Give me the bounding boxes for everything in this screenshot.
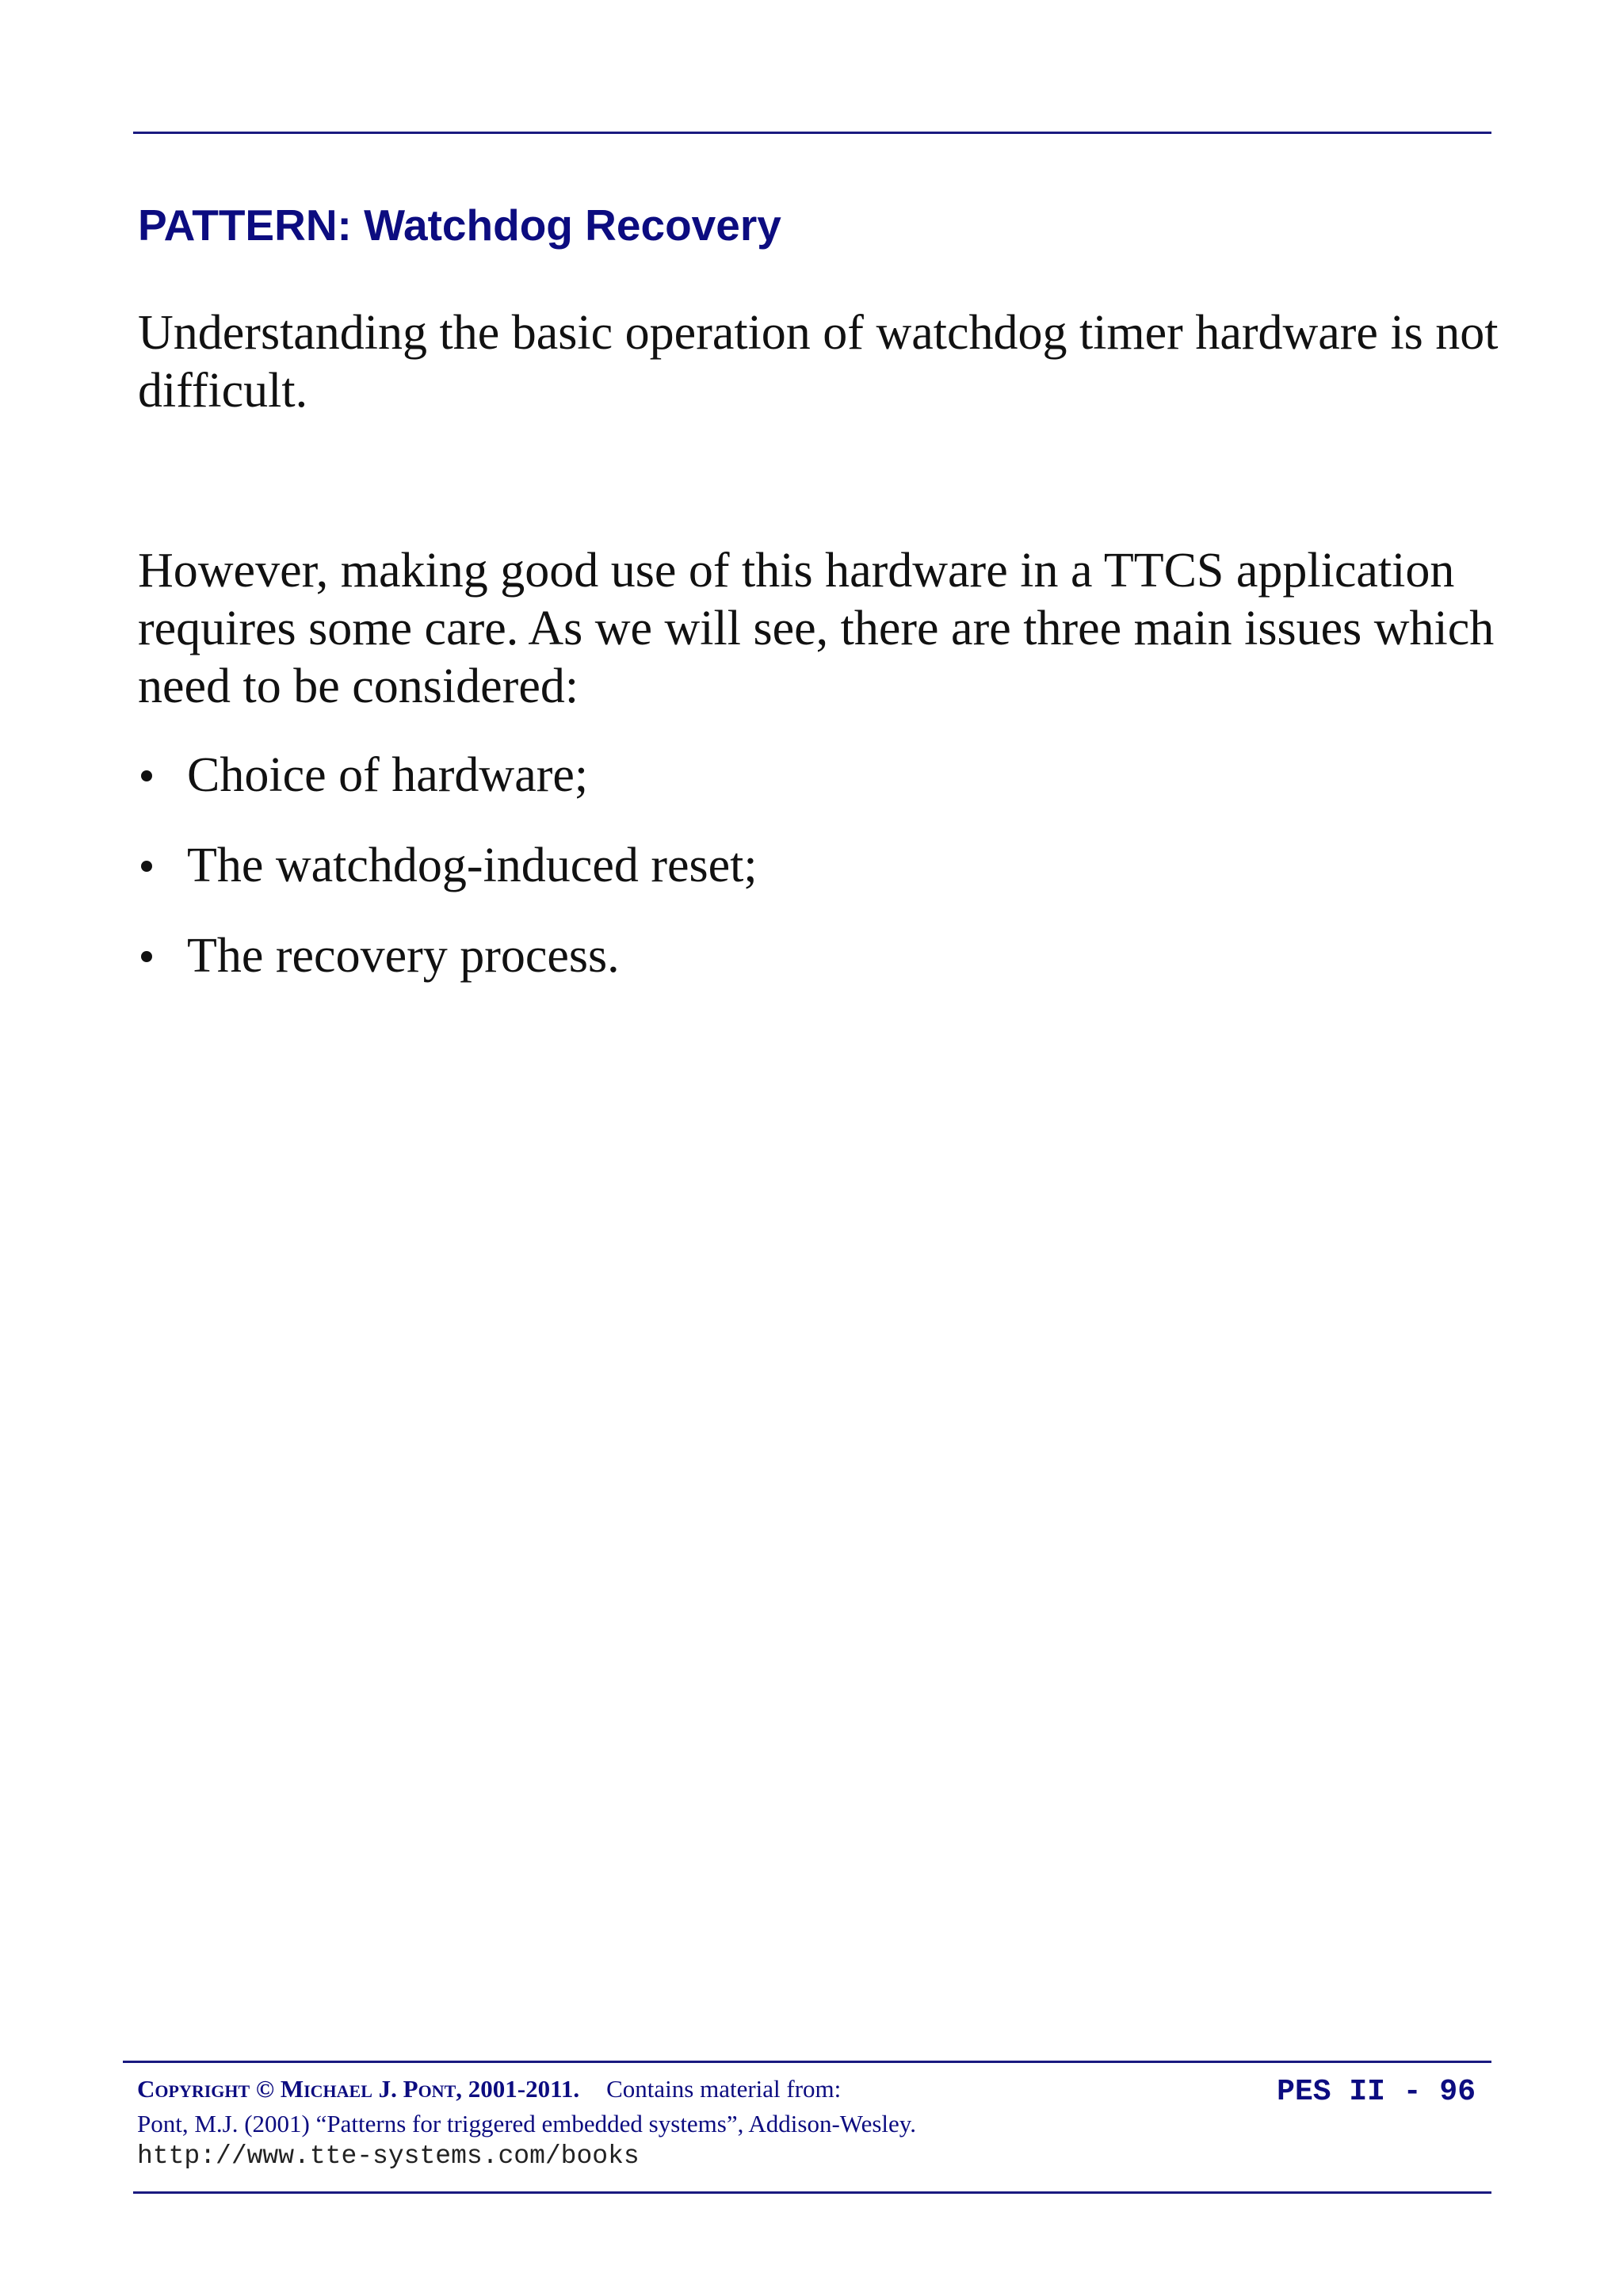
- copyright-notice: Copyright © Michael J. Pont, 2001-2011.: [137, 2075, 580, 2103]
- footer-citation: Pont, M.J. (2001) “Patterns for triggered embedded systems”, Addison-Wesley.: [137, 2110, 917, 2137]
- list-item: [138, 927, 758, 1018]
- issue-list: [138, 747, 758, 1018]
- bullet-icon: [141, 861, 152, 872]
- list-item: [138, 837, 758, 927]
- list-item-text: The watchdog-induced reset;: [187, 839, 758, 892]
- contains-material-label: Contains material from:: [606, 2075, 842, 2103]
- paragraph-issues: However, making good use of this hardware in a TTCS application requires some care. As we will see, there are three main issues which need to be considered:: [138, 544, 1495, 713]
- list-item: [138, 747, 758, 837]
- list-item-text: The recovery process.: [187, 929, 620, 983]
- footer-url: http://www.tte-systems.com/books: [137, 2141, 640, 2171]
- footer-copyright-line: [137, 2075, 841, 2103]
- page-title: PATTERN: Watchdog Recovery: [138, 201, 781, 250]
- list-item-text: Choice of hardware;: [187, 748, 589, 802]
- bullet-icon: [141, 770, 152, 781]
- paragraph-intro: Understanding the basic operation of watchdog timer hardware is not difficult.: [138, 306, 1499, 418]
- footer-bottom-rule: [133, 2191, 1491, 2194]
- footer-top-rule: [123, 2061, 1491, 2063]
- top-rule: [133, 132, 1491, 134]
- bullet-icon: [141, 951, 152, 962]
- page-number: PES II - 96: [1277, 2075, 1476, 2109]
